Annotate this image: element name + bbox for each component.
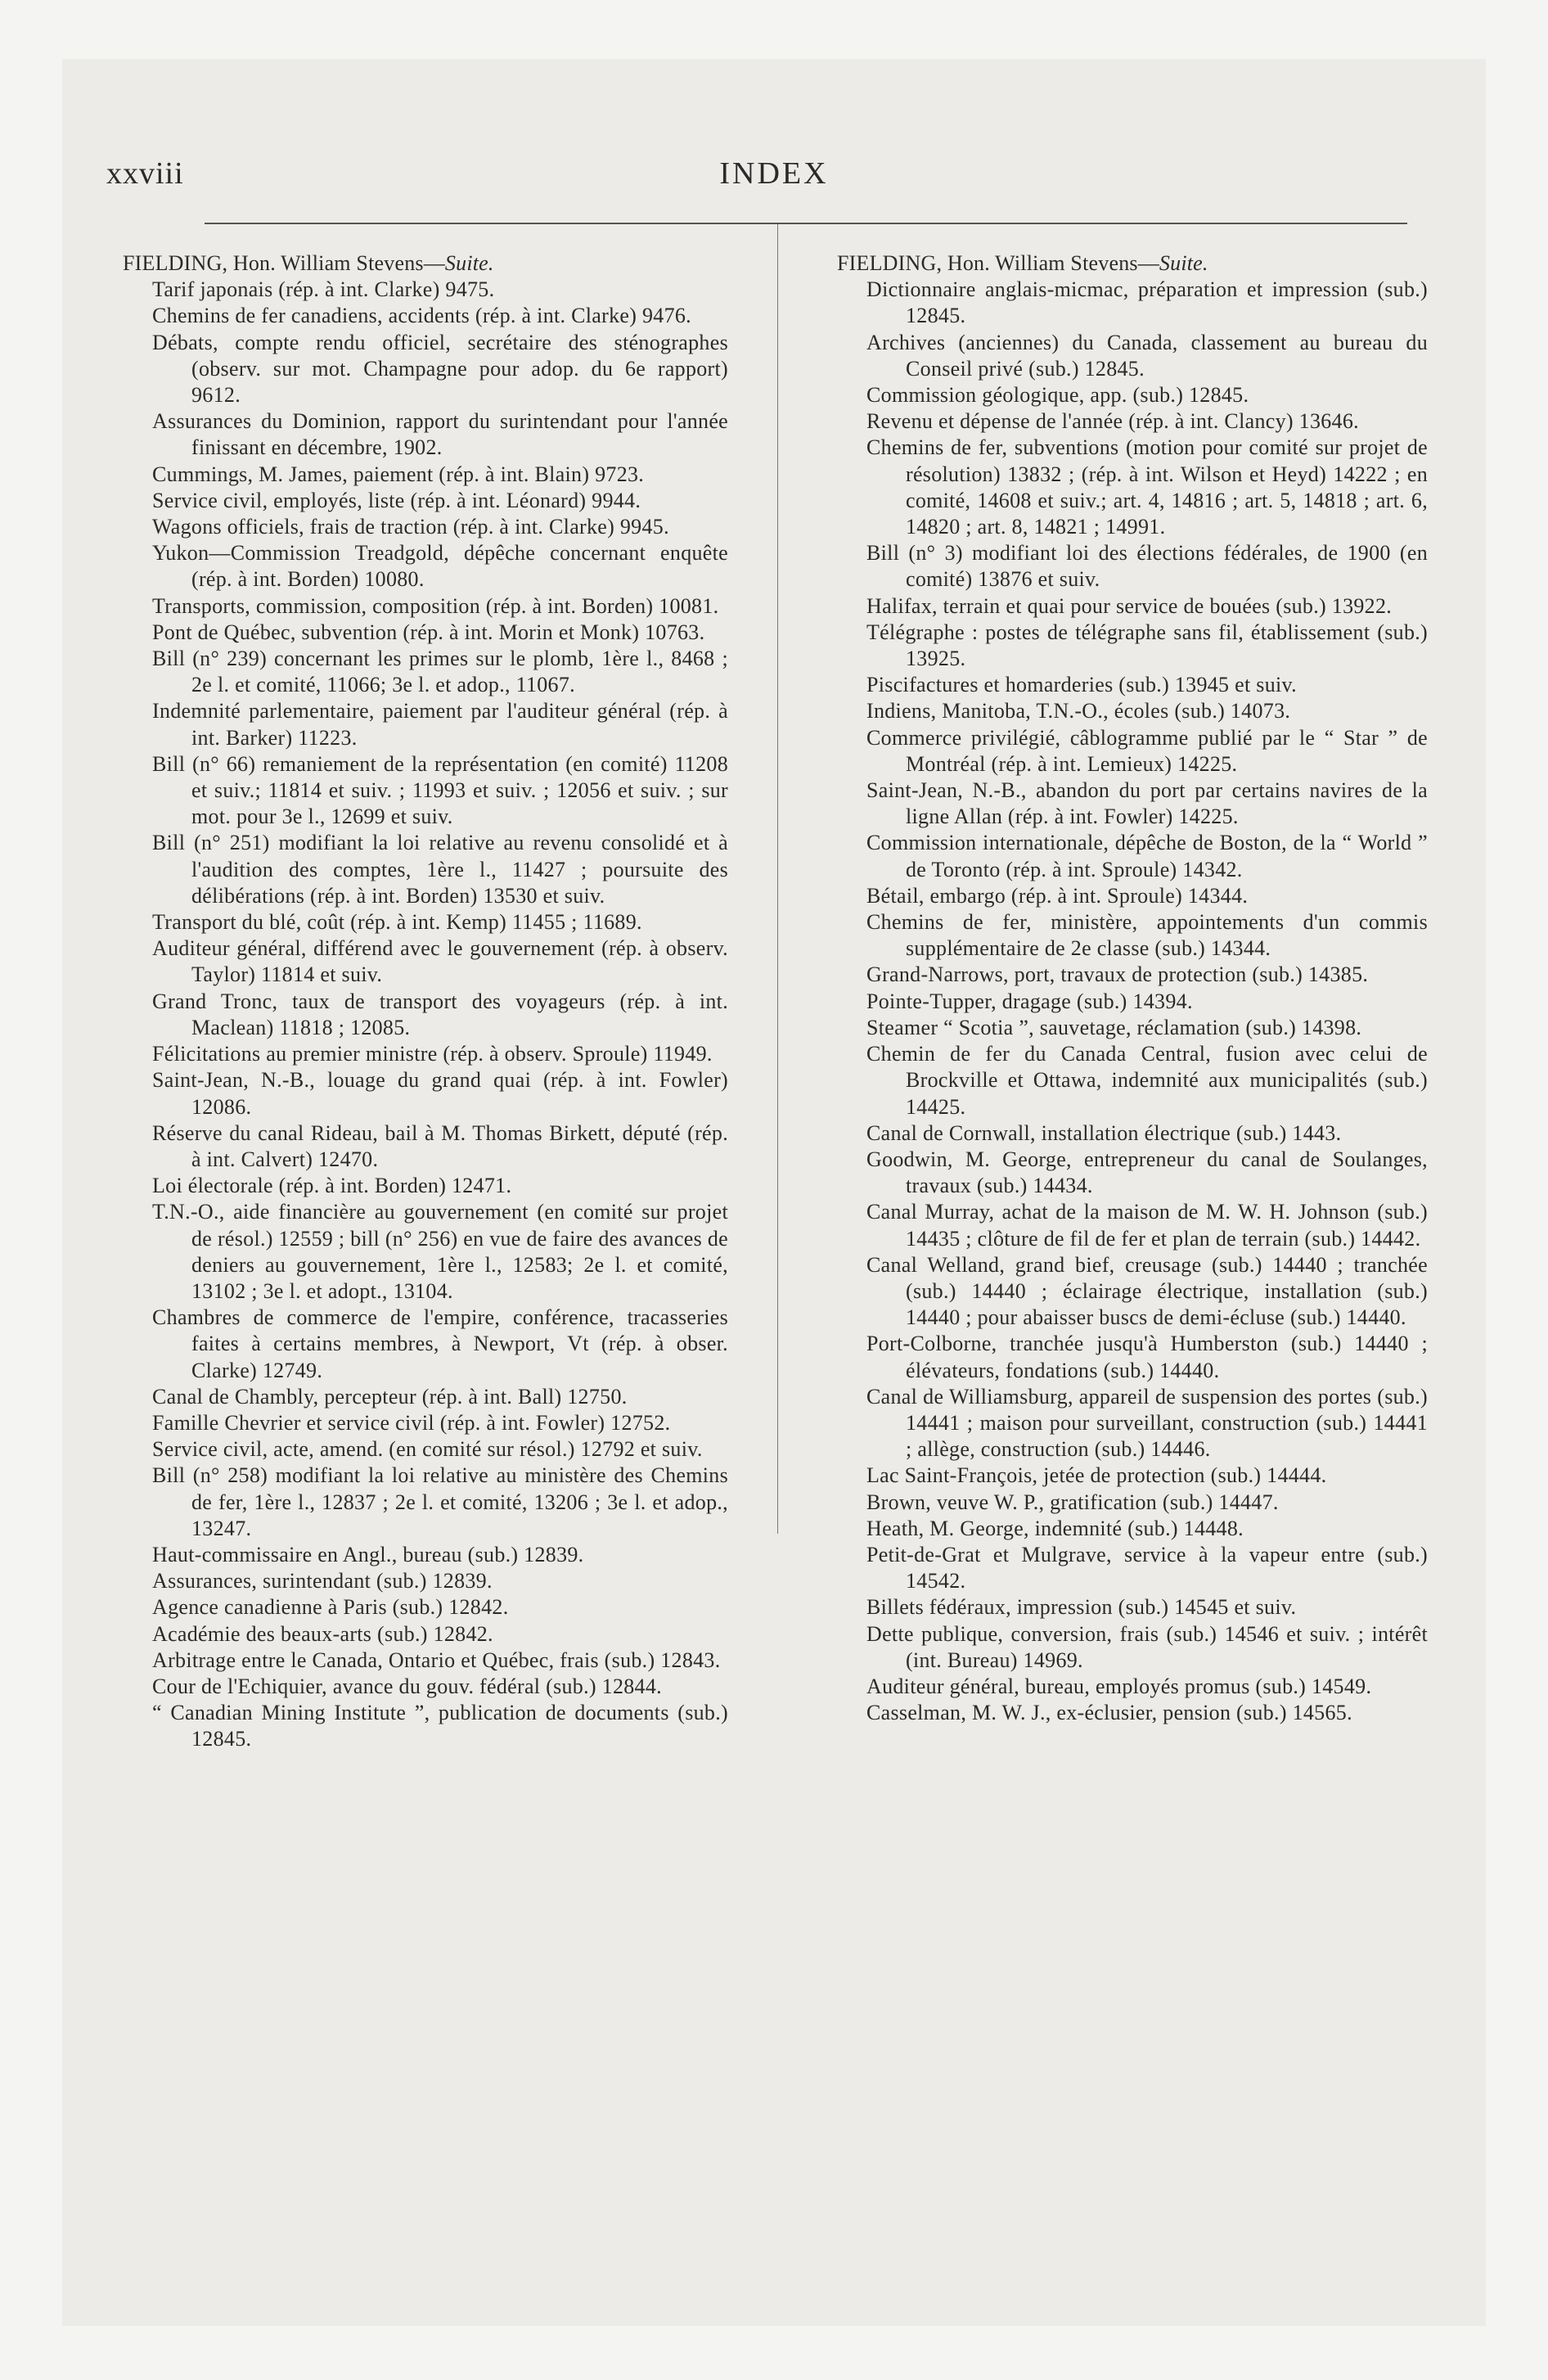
index-entry: Port-Colborne, tranchée jusqu'à Humberston (sub.) 14440 ; élévateurs, fondations (sub.) 14440. (866, 1332, 1428, 1382)
heading-suite: Suite. (444, 251, 494, 275)
index-entry: Archives (anciennes) du Canada, classement au bureau du Conseil privé (sub.) 12845. (866, 330, 1428, 381)
index-entry: Petit-de-Grat et Mulgrave, service à la vapeur entre (sub.) 14542. (866, 1542, 1428, 1593)
index-entry: Canal de Cornwall, installation électrique (sub.) 1443. (866, 1120, 1342, 1145)
index-entry: Haut-commissaire en Angl., bureau (sub.) 12839. (152, 1542, 584, 1566)
index-entry: Bill (n° 239) concernant les primes sur le plomb, 1ère l., 8468 ; 2e l. et comité, 11066; 3e l. et adop., 11067. (152, 647, 728, 697)
index-entry: Yukon—Commission Treadgold, dépêche concernant enquête (rép. à int. Borden) 10080. (152, 541, 728, 592)
index-entry: Saint-Jean, N.-B., louage du grand quai (rép. à int. Fowler) 12086. (152, 1068, 728, 1119)
index-entry: Télégraphe : postes de télégraphe sans fil, établissement (sub.) 13925. (866, 620, 1428, 671)
column-heading (123, 250, 728, 277)
index-entry: Cour de l'Echiquier, avance du gouv. fédéral (sub.) 12844. (152, 1674, 662, 1698)
index-entry: Auditeur général, bureau, employés promus (sub.) 14549. (866, 1674, 1372, 1698)
index-entry: Chemins de fer, subventions (motion pour comité sur projet de résolution) 13832 ; (rép. à int. Wilson et Heyd) 14222 ; en comité, 14608 et suiv.; art. 4, 14816 ; art. 5, 14818 ; art. 6, 14820 ; art. 8, 14821 ; 14991. (866, 435, 1428, 539)
index-entry: Bétail, embargo (rép. à int. Sproule) 14344. (866, 883, 1249, 908)
index-entry: Assurances, surintendant (sub.) 12839. (152, 1569, 493, 1593)
entry-list (123, 277, 728, 1752)
index-entry: Bill (n° 3) modifiant loi des élections fédérales, de 1900 (en comité) 13876 et suiv. (866, 541, 1428, 592)
index-entry: Canal Welland, grand bief, creusage (sub.) 14440 ; tranchée (sub.) 14440 ; éclairage électrique, installation (sub.) 14440 ; pour abaisser buscs de demi-écluse (sub.) 14440. (866, 1252, 1428, 1330)
index-entry: “ Canadian Mining Institute ”, publication de documents (sub.) 12845. (152, 1701, 728, 1751)
index-entry: Dictionnaire anglais-micmac, préparation et impression (sub.) 12845. (866, 277, 1428, 328)
index-entry: Piscifactures et homarderies (sub.) 13945 et suiv. (866, 673, 1297, 697)
index-entry: Auditeur général, différend avec le gouvernement (rép. à observ. Taylor) 11814 et suiv. (152, 936, 728, 987)
index-entry: Dette publique, conversion, frais (sub.) 14546 et suiv. ; intérêt (int. Bureau) 14969. (866, 1621, 1428, 1672)
index-entry: T.N.-O., aide financière au gouvernement (en comité sur projet de résol.) 12559 ; bill (n° 256) en vue de faire des avances de deniers au gouvernement, 1ère l., 12583; 2e l. et comité, 13102 ; 3e l. et adopt., 13104. (152, 1200, 728, 1303)
index-entry: Indiens, Manitoba, T.N.-O., écoles (sub.) 14073. (866, 699, 1291, 723)
index-entry: Chemins de fer canadiens, accidents (rép. à int. Clarke) 9476. (152, 304, 691, 328)
index-entry: Chemins de fer, ministère, appointements d'un commis supplémentaire de 2e classe (sub.) 14344. (866, 910, 1428, 961)
index-entry: Heath, M. George, indemnité (sub.) 14448. (866, 1516, 1244, 1540)
index-entry: Canal de Chambly, percepteur (rép. à int. Ball) 12750. (152, 1384, 628, 1409)
index-entry: Bill (n° 251) modifiant la loi relative au revenu consolidé et à l'audition des comptes, 1ère l., 11427 ; poursuite des délibérations (rép. à int. Borden) 13530 et suiv. (152, 831, 728, 908)
entry-list (837, 277, 1428, 1726)
index-entry: Wagons officiels, frais de traction (rép. à int. Clarke) 9945. (152, 515, 669, 539)
index-entry: Famille Chevrier et service civil (rép. à int. Fowler) 12752. (152, 1410, 671, 1435)
index-entry: Grand-Narrows, port, travaux de protection (sub.) 14385. (866, 962, 1369, 987)
index-entry: Halifax, terrain et quai pour service de bouées (sub.) 13922. (866, 593, 1393, 618)
index-entry: Commission géologique, app. (sub.) 12845. (866, 383, 1249, 408)
index-column-right (837, 250, 1428, 1726)
index-entry: Pont de Québec, subvention (rép. à int. Morin et Monk) 10763. (152, 620, 705, 644)
index-entry: Arbitrage entre le Canada, Ontario et Québec, frais (sub.) 12843. (152, 1648, 721, 1672)
index-entry: Casselman, M. W. J., ex-éclusier, pension (sub.) 14565. (866, 1701, 1352, 1725)
index-entry: Brown, veuve W. P., gratification (sub.) 14447. (866, 1490, 1279, 1514)
index-entry: Commerce privilégié, câblogramme publié par le “ Star ” de Montréal (rép. à int. Lemieux) 14225. (866, 725, 1428, 776)
index-entry: Commission internationale, dépêche de Boston, de la “ World ” de Toronto (rép. à int. Sproule) 14342. (866, 831, 1428, 881)
heading-name: FIELDING, Hon. William Stevens— (837, 251, 1159, 275)
page-title: INDEX (719, 156, 829, 191)
index-entry: Transport du blé, coût (rép. à int. Kemp) 11455 ; 11689. (152, 910, 642, 935)
index-entry: Service civil, employés, liste (rép. à int. Léonard) 9944. (152, 488, 641, 512)
index-entry: Chambres de commerce de l'empire, conférence, tracasseries faites à certains membres, à Newport, Vt (rép. à obser. Clarke) 12749. (152, 1305, 728, 1382)
index-entry: Pointe-Tupper, dragage (sub.) 14394. (866, 989, 1193, 1013)
index-entry: Réserve du canal Rideau, bail à M. Thomas Birkett, député (rép. à int. Calvert) 12470. (152, 1120, 728, 1171)
index-entry: Bill (n° 66) remaniement de la représentation (en comité) 11208 et suiv.; 11814 et suiv. ; 11993 et suiv. ; 12056 et suiv. ; sur mot. pour 3e l., 12699 et suiv. (152, 751, 728, 829)
index-entry: Cummings, M. James, paiement (rép. à int. Blain) 9723. (152, 462, 645, 486)
index-entry: Loi électorale (rép. à int. Borden) 12471. (152, 1174, 512, 1198)
page-number: xxviii (106, 156, 184, 191)
index-entry: Indemnité parlementaire, paiement par l'auditeur général (rép. à int. Barker) 11223. (152, 699, 728, 750)
index-entry: Revenu et dépense de l'année (rép. à int. Clancy) 13646. (866, 409, 1359, 434)
index-entry: Tarif japonais (rép. à int. Clarke) 9475. (152, 277, 495, 302)
index-entry: Grand Tronc, taux de transport des voyageurs (rép. à int. Maclean) 11818 ; 12085. (152, 989, 728, 1039)
index-entry: Goodwin, M. George, entrepreneur du canal de Soulanges, travaux (sub.) 14434. (866, 1147, 1428, 1198)
column-heading (837, 250, 1428, 277)
heading-suite: Suite. (1159, 251, 1208, 275)
index-entry: Canal de Williamsburg, appareil de suspension des portes (sub.) 14441 ; maison pour surveillant, construction (sub.) 14441 ; allège, construction (sub.) 14446. (866, 1384, 1428, 1462)
index-entry: Transports, commission, composition (rép. à int. Borden) 10081. (152, 593, 719, 618)
index-entry: Académie des beaux-arts (sub.) 12842. (152, 1621, 493, 1646)
index-entry: Félicitations au premier ministre (rép. à observ. Sproule) 11949. (152, 1042, 713, 1066)
index-entry: Saint-Jean, N.-B., abandon du port par certains navires de la ligne Allan (rép. à int. Fowler) 14225. (866, 778, 1428, 829)
index-entry: Billets fédéraux, impression (sub.) 14545 et suiv. (866, 1595, 1297, 1620)
index-entry: Chemin de fer du Canada Central, fusion avec celui de Brockville et Ottawa, indemnité aux municipalités (sub.) 14425. (866, 1042, 1428, 1119)
column-divider (777, 224, 778, 1534)
index-entry: Service civil, acte, amend. (en comité sur résol.) 12792 et suiv. (152, 1437, 703, 1462)
index-entry: Débats, compte rendu officiel, secrétaire des sténographes (observ. sur mot. Champagne pour adop. du 6e rapport) 9612. (152, 330, 728, 408)
index-entry: Bill (n° 258) modifiant la loi relative au ministère des Chemins de fer, 1ère l., 12837 ; 2e l. et comité, 13206 ; 3e l. et adop., 13247. (152, 1463, 728, 1540)
header-rule (205, 223, 1407, 224)
index-entry: Assurances du Dominion, rapport du surintendant pour l'année finissant en décembre, 1902. (152, 409, 728, 460)
index-entry: Lac Saint-François, jetée de protection (sub.) 14444. (866, 1463, 1327, 1488)
heading-name: FIELDING, Hon. William Stevens— (123, 251, 445, 275)
index-entry: Canal Murray, achat de la maison de M. W. H. Johnson (sub.) 14435 ; clôture de fil de fer et plan de terrain (sub.) 14442. (866, 1200, 1428, 1251)
index-entry: Steamer “ Scotia ”, sauvetage, réclamation (sub.) 14398. (866, 1015, 1362, 1039)
index-entry: Agence canadienne à Paris (sub.) 12842. (152, 1595, 509, 1620)
index-column-left (123, 250, 728, 1753)
